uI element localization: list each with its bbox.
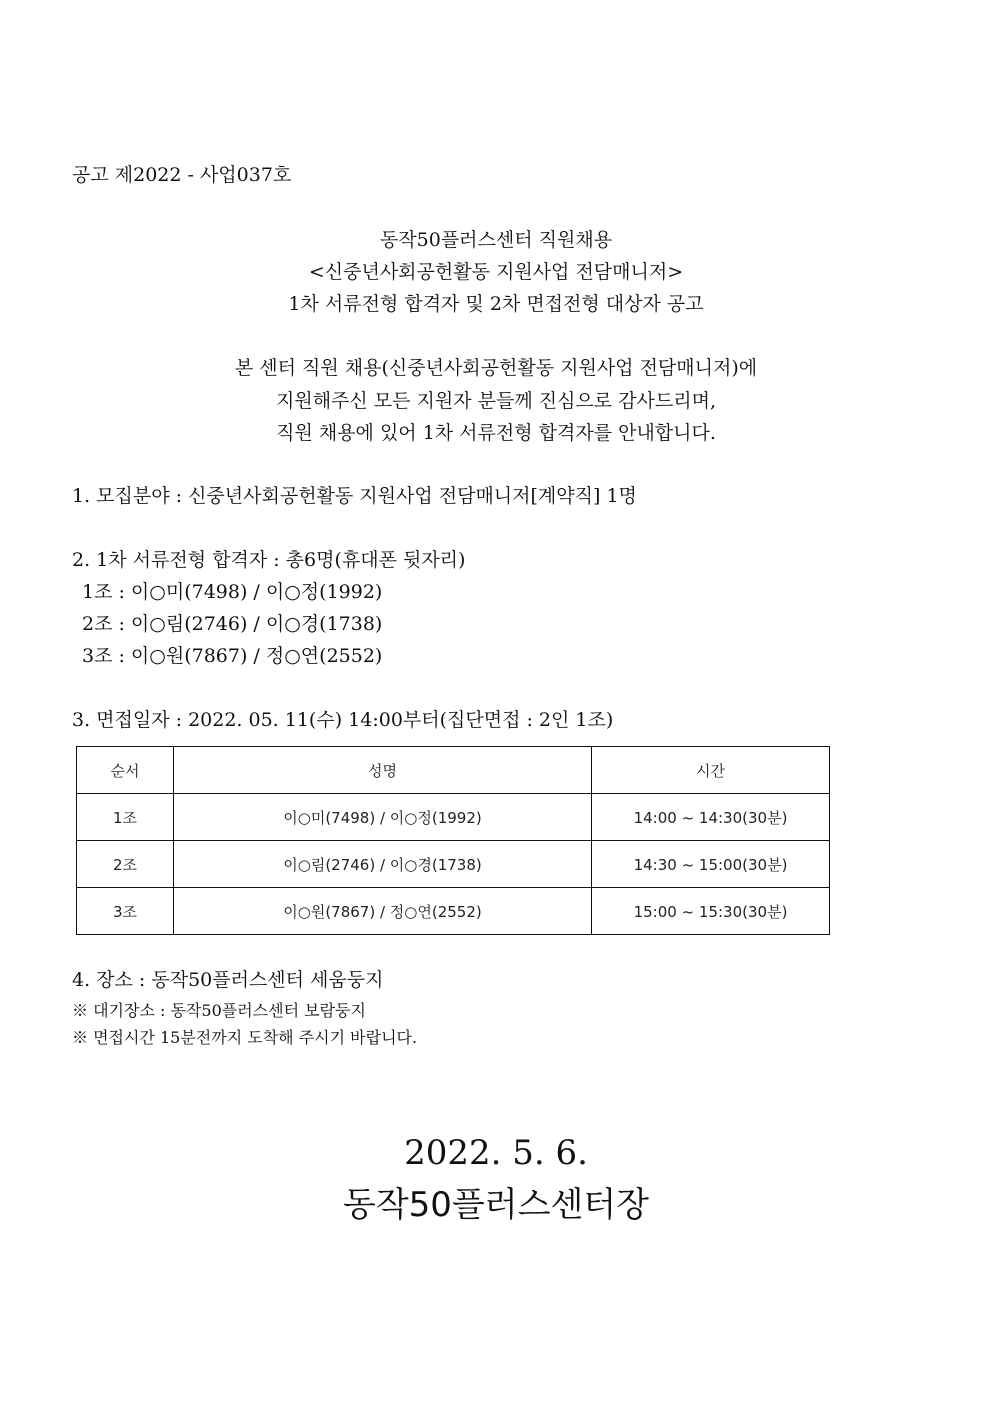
notice-number: 공고 제2022 - 사업037호 [72,164,292,186]
cell-name: 이○원(7867) / 정○연(2552) [174,888,592,935]
cell-order: 2조 [77,841,174,888]
signature-organization: 동작50플러스센터장 [342,1185,649,1225]
interview-schedule-table [76,746,830,935]
cell-name: 이○림(2746) / 이○경(1738) [174,841,592,888]
passer-group-3: 3조 : 이○원(7867) / 정○연(2552) [82,645,383,667]
cell-time: 14:00 ~ 14:30(30분) [592,794,830,841]
passer-group-1: 1조 : 이○미(7498) / 이○정(1992) [82,581,383,603]
cell-order: 1조 [77,794,174,841]
section-recruitment-field: 1. 모집분야 : 신중년사회공헌활동 지원사업 전담매니저[계약직] 1명 [72,485,637,507]
intro-line-1: 본 센터 직원 채용(신중년사회공헌활동 지원사업 전담매니저)에 [234,357,758,379]
table-header-row [77,747,830,794]
note-waiting-area: ※ 대기장소 : 동작50플러스센터 보람둥지 [72,1001,366,1020]
cell-name: 이○미(7498) / 이○정(1992) [174,794,592,841]
cell-time: 14:30 ~ 15:00(30분) [592,841,830,888]
header-name: 성명 [174,747,592,794]
table-row [77,794,830,841]
cell-time: 15:00 ~ 15:30(30분) [592,888,830,935]
header-order: 순서 [77,747,174,794]
intro-line-2: 지원해주신 모든 지원자 분들께 진심으로 감사드리며, [275,390,717,412]
table-row [77,841,830,888]
title-line-1: 동작50플러스센터 직원채용 [379,229,613,251]
note-arrival-time: ※ 면접시간 15분전까지 도착해 주시기 바랍니다. [72,1028,418,1047]
signature-date: 2022. 5. 6. [404,1133,588,1173]
passer-group-2: 2조 : 이○림(2746) / 이○경(1738) [82,613,383,635]
section-interview-date: 3. 면접일자 : 2022. 05. 11(수) 14:00부터(집단면접 : 2인 1조) [72,709,614,731]
section-passers-heading: 2. 1차 서류전형 합격자 : 총6명(휴대폰 뒷자리) [72,549,466,571]
header-time: 시간 [592,747,830,794]
table-row [77,888,830,935]
title-line-2: <신중년사회공헌활동 지원사업 전담매니저> [308,261,684,283]
cell-order: 3조 [77,888,174,935]
title-line-3: 1차 서류전형 합격자 및 2차 면접전형 대상자 공고 [288,293,704,315]
section-location: 4. 장소 : 동작50플러스센터 세움둥지 [72,969,384,991]
intro-line-3: 직원 채용에 있어 1차 서류전형 합격자를 안내합니다. [276,422,716,444]
